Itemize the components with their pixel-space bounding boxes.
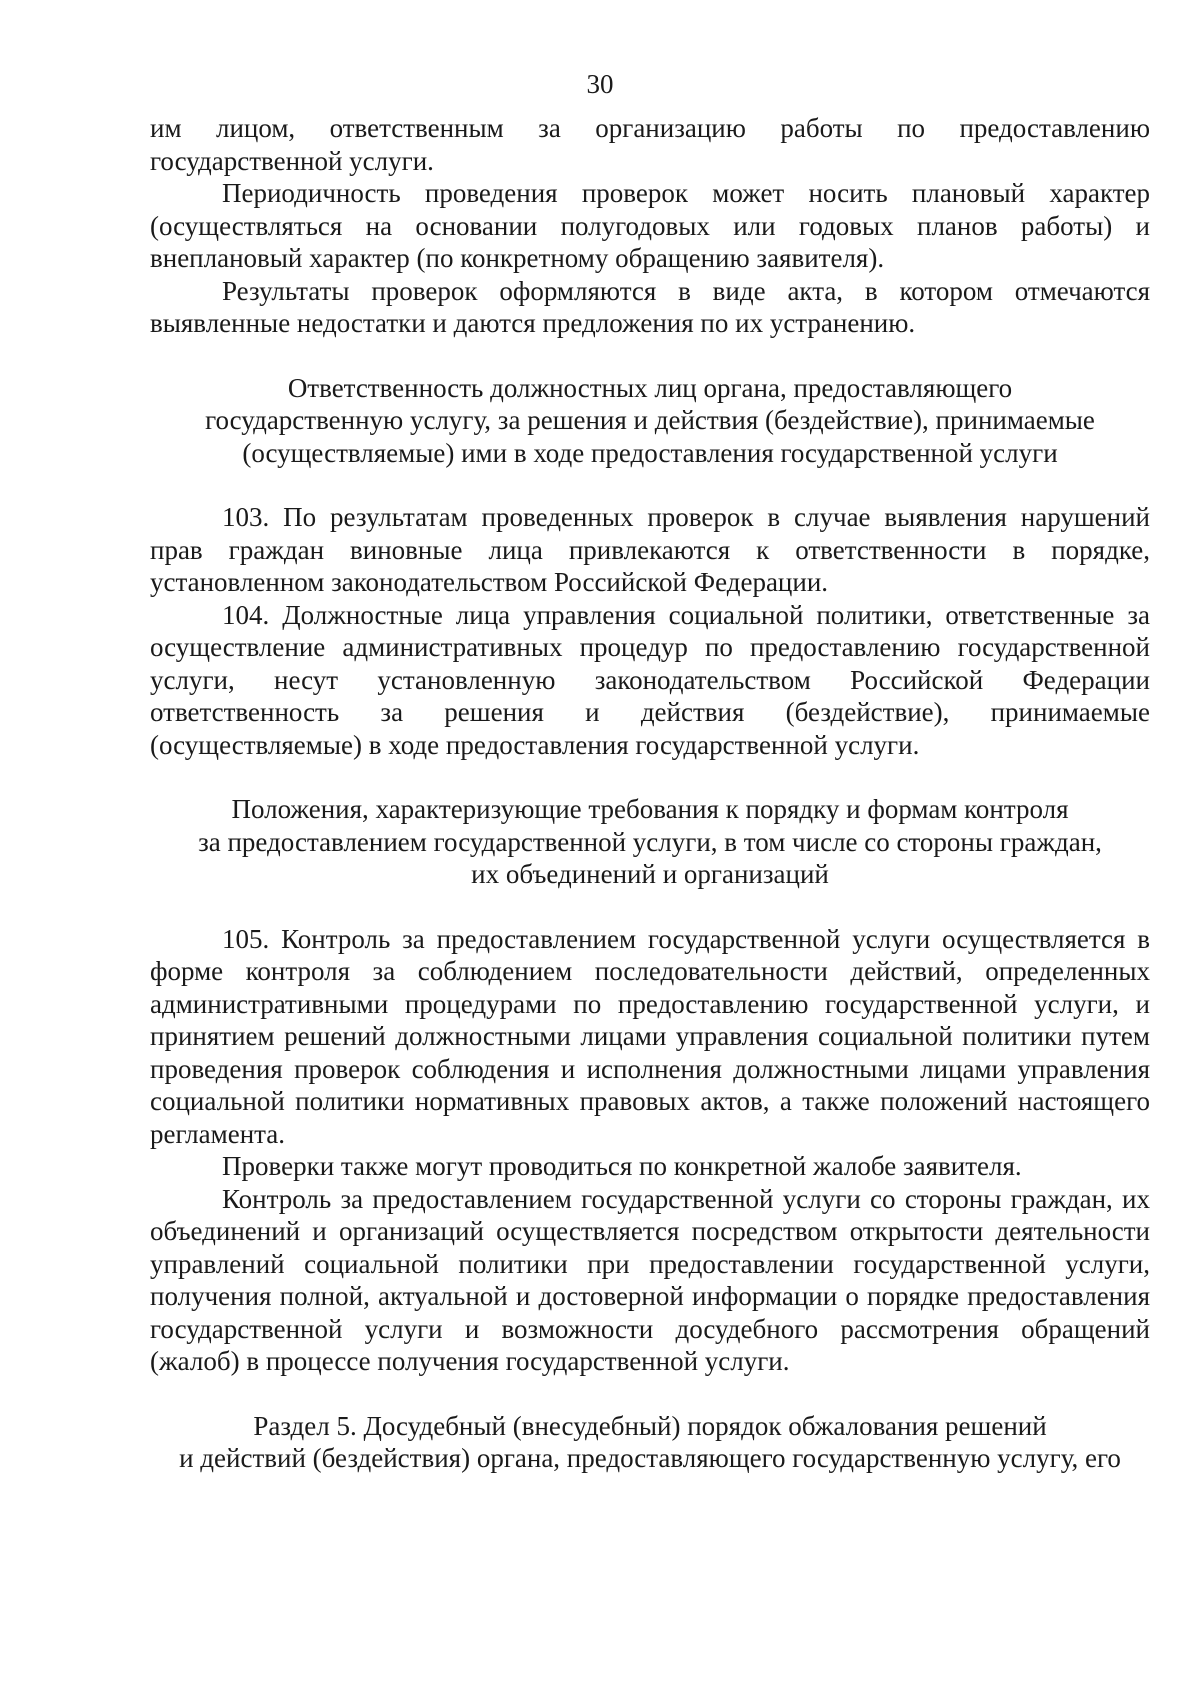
- heading-line: государственную услугу, за решения и действия (бездействие), принимаемые: [205, 405, 1095, 435]
- paragraph-continuation: им лицом, ответственным за организацию работы по предоставлению государственной услуги.: [150, 113, 1150, 176]
- heading-line: и действий (бездействия) органа, предоставляющего государственную услугу, его: [179, 1443, 1121, 1473]
- section-heading-responsibility: [150, 372, 1150, 470]
- heading-line: за предоставлением государственной услуги, в том числе со стороны граждан,: [198, 826, 1102, 857]
- paragraph-105: 105. Контроль за предоставлением государственной услуги осуществляется в форме контроля за соблюдением последовательности действий, определенных административными процедурами по предоставлению государственной услуги, и принятием решений должностными лицами управления социальной политики путем проведения проверок соблюдения и исполнения должностными лицами управления социальной политики нормативных правовых актов, а также положений настоящего регламента.: [150, 923, 1150, 1149]
- document-body: [150, 112, 1150, 1475]
- heading-line: Положения, характеризующие требования к порядку и формам контроля: [231, 794, 1069, 824]
- page-number: 30: [586, 69, 614, 99]
- paragraph-104: 104. Должностные лица управления социальной политики, ответственные за осуществление административных процедур по предоставлению государственной услуги, несут установленную законодательством Российской Федерации ответственность за решения и действия (бездействие), принимаемые (осуществляемые) в ходе предоставления государственной услуги.: [150, 599, 1150, 760]
- paragraph-inspection-results: Результаты проверок оформляются в виде акта, в котором отмечаются выявленные недостатки и даются предложения по их устранению.: [150, 275, 1150, 338]
- heading-line: (осуществляемые) ими в ходе предоставления государственной услуги: [242, 437, 1058, 468]
- heading-line: Раздел 5. Досудебный (внесудебный) порядок обжалования решений: [253, 1410, 1047, 1441]
- section-heading-section-5: [150, 1410, 1150, 1475]
- heading-line: Ответственность должностных лиц органа, предоставляющего: [287, 372, 1013, 403]
- heading-line: их объединений и организаций: [471, 859, 829, 889]
- paragraph-public-control: Контроль за предоставлением государственной услуги со стороны граждан, их объединений и организаций осуществляется посредством открытости деятельности управлений социальной политики при предоставлении государственной услуги, получения полной, актуальной и достоверной информации о порядке предоставления государственной услуги и возможности досудебного рассмотрения обращений (жалоб) в процессе получения государственной услуги.: [150, 1183, 1150, 1376]
- paragraph-complaint-inspections: Проверки также могут проводиться по конкретной жалобе заявителя.: [222, 1151, 1022, 1181]
- paragraph-103: 103. По результатам проведенных проверок в случае выявления нарушений прав граждан виновные лица привлекаются к ответственности в порядке, установленном законодательством Российской Федерации.: [150, 502, 1150, 597]
- paragraph-inspection-frequency: Периодичность проведения проверок может носить плановый характер (осуществляться на основании полугодовых или годовых планов работы) и внеплановый характер (по конкретному обращению заявителя).: [150, 178, 1150, 273]
- section-heading-control-provisions: [150, 793, 1150, 891]
